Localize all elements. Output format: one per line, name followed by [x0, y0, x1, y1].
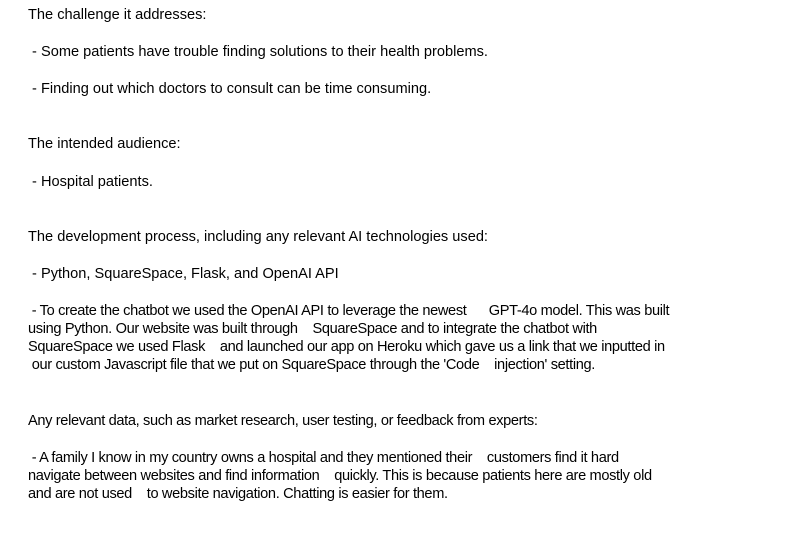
development-paragraph-line: using Python. Our website was built through SquareSpace and to integrate the chatbot with [28, 321, 597, 337]
data-paragraph-line: navigate between websites and find information quickly. This is because patients here are mostly old [28, 468, 652, 484]
data-paragraph-line: - A family I know in my country owns a hospital and they mentioned their customers find it hard [28, 450, 619, 466]
challenge-item: - Finding out which doctors to consult can be time consuming. [28, 81, 432, 97]
development-paragraph-line: SquareSpace we used Flask and launched our app on Heroku which gave us a link that we inputted in [28, 339, 665, 355]
development-paragraph-line: - To create the chatbot we used the OpenAI API to leverage the newest GPT-4o model. This was built [28, 303, 670, 319]
data-paragraph-line: and are not used to website navigation. Chatting is easier for them. [28, 486, 448, 502]
development-paragraph-line: our custom Javascript file that we put on SquareSpace through the 'Code injection' setting. [28, 357, 595, 373]
challenge-item: - Some patients have trouble finding solutions to their health problems. [28, 44, 488, 60]
section-heading-audience: The intended audience: [28, 136, 181, 152]
section-heading-challenge: The challenge it addresses: [28, 7, 207, 23]
audience-item: - Hospital patients. [28, 174, 153, 190]
section-heading-data: Any relevant data, such as market research, user testing, or feedback from experts: [28, 413, 538, 429]
development-item: - Python, SquareSpace, Flask, and OpenAI API [28, 266, 339, 282]
section-heading-development: The development process, including any relevant AI technologies used: [28, 229, 488, 245]
